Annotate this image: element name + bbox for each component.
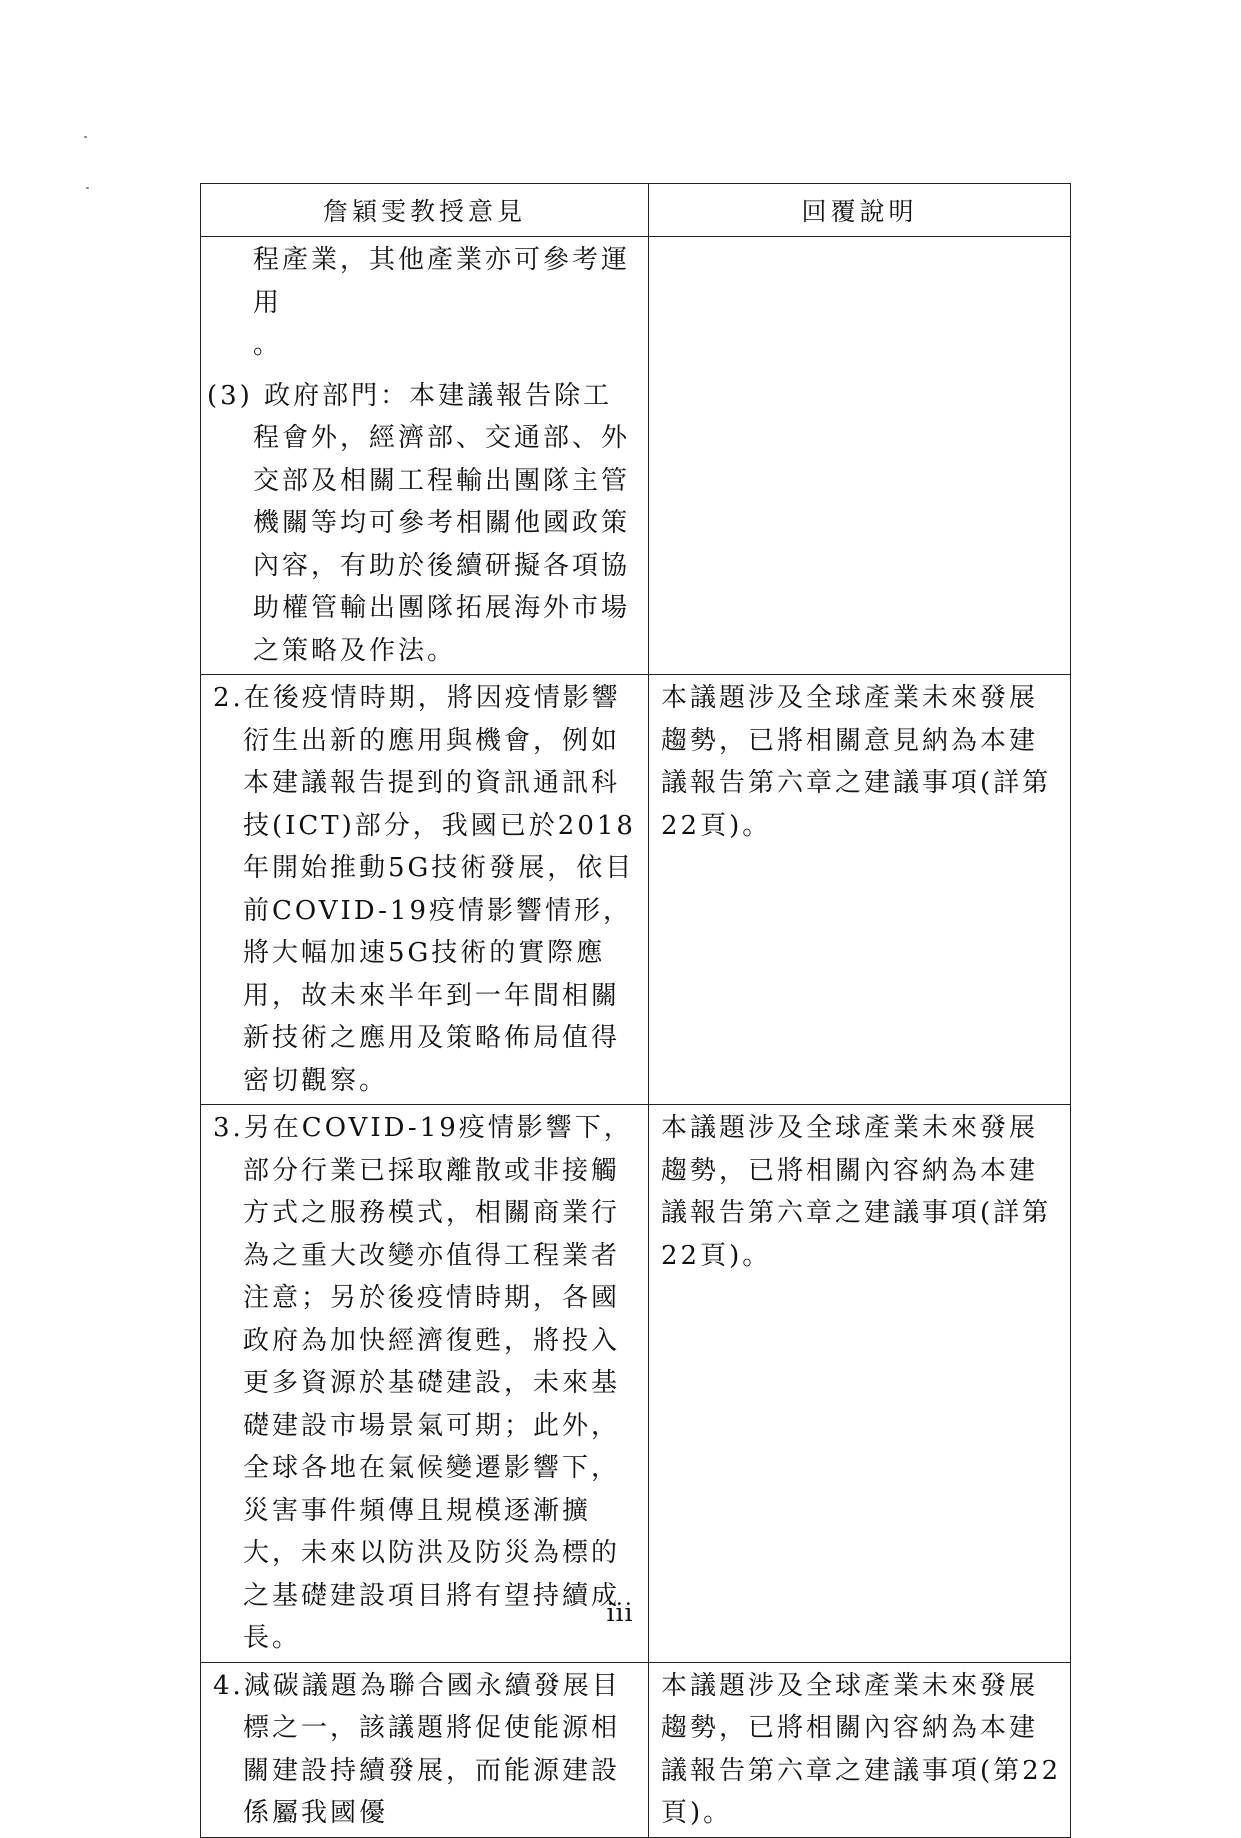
opinion-cell (201, 237, 649, 675)
header-response: 回覆說明 (649, 184, 1071, 237)
table-row (201, 1662, 1071, 1837)
opinion-item: 3.另在COVID-19疫情影響下，部分行業已採取離散或非接觸方式之服務模式，相關商業行為之重大改變亦值得工程業者注意；另於後疫情時期，各國政府為加快經濟復甦，將投入更多資源於基礎建設，未來基礎建設市場景氣可期；此外，全球各地在氣候變遷影響下，災害事件頻傳且規模逐漸擴大，未來以防洪及防災為標的之基礎建設項目將有望持續成長。 (213, 1113, 633, 1653)
opinion-cell (201, 675, 649, 1105)
opinion-item: 2.在後疫情時期，將因疫情影響衍生出新的應用與機會，例如本建議報告提到的資訊通訊科技(ICT)部分，我國已於2018年開始推動5G技術發展，依目前COVID-19疫情影響情形，將大幅加速5G技術的實際應用，故未來半年到一年間相關新技術之應用及策略佈局值得密切觀察。 (213, 683, 636, 1096)
opinion-item: 4.減碳議題為聯合國永續發展目標之一，該議題將促使能源相關建設持續發展，而能源建設係屬我國優 (213, 1670, 621, 1828)
opinion-sub-item: (3) 政府部門：本建議報告除工程會外，經濟部、交通部、外交部及相關工程輸出團隊主管機關等均可參考相關他國政策內容，有助於後續研擬各項協助權管輸出團隊拓展海外市場之策略及作法。 (207, 380, 631, 666)
opinion-continued-line: 程產業，其他產業亦可參考運用 (253, 245, 631, 318)
scan-speck (84, 136, 87, 138)
table-row (201, 1105, 1071, 1663)
opinion-cell (201, 1105, 649, 1663)
table-header-row (201, 184, 1071, 237)
header-professor-opinion: 詹穎雯教授意見 (201, 184, 649, 237)
scan-speck (86, 187, 89, 189)
response-cell: 本議題涉及全球產業未來發展趨勢，已將相關內容納為本建議報告第六章之建議事項(第22頁)。 (649, 1662, 1071, 1837)
opinion-continued-line: 。 (253, 330, 283, 360)
response-cell (649, 237, 1071, 675)
opinion-cell (201, 1662, 649, 1837)
review-response-table (200, 183, 1071, 1838)
response-cell: 本議題涉及全球產業未來發展趨勢，已將相關內容納為本建議報告第六章之建議事項(詳第22頁)。 (649, 1105, 1071, 1663)
page-number: iii (606, 1598, 634, 1627)
table-row (201, 675, 1071, 1105)
response-cell: 本議題涉及全球產業未來發展趨勢，已將相關意見納為本建議報告第六章之建議事項(詳第22頁)。 (649, 675, 1071, 1105)
table-row (201, 237, 1071, 675)
